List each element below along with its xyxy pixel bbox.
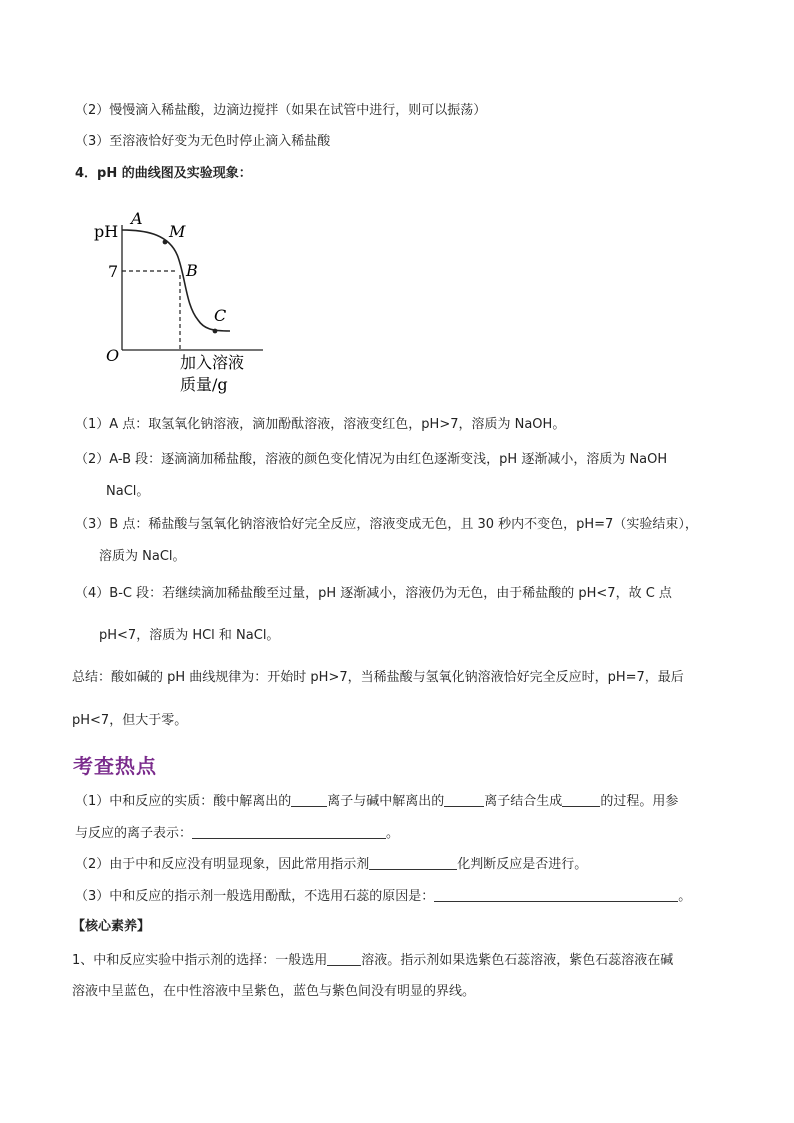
summary-line2: pH<7，但大于零。 — [72, 713, 188, 728]
q1-blank-1[interactable] — [291, 792, 327, 807]
core-item-1-line2: 溶液中呈蓝色，在中性溶液中呈紫色，蓝色与紫色间没有明显的界线。 — [72, 984, 476, 999]
point-1-text: （1）A 点：取氢氧化钠溶液，滴加酚酞溶液，溶液变红色，pH>7，溶质为 NaOH。 — [75, 417, 566, 432]
core-text-a: 1、中和反应实验中指示剂的选择：一般选用 — [72, 953, 328, 968]
q1-text-c: 离子结合生成 — [484, 794, 563, 809]
point-4-text-line1: （4）B-C 段：若继续滴加稀盐酸至过量，pH 逐渐减小，溶液仍为无色，由于稀盐酸的 pH<7，故 C 点 — [75, 586, 672, 601]
point-3-text-line2: 溶质为 NaCl。 — [99, 549, 186, 564]
core-literacy-title: 【核心素养】 — [72, 919, 151, 934]
point-M-label: M — [169, 222, 186, 241]
summary-line1: 总结：酸如碱的 pH 曲线规律为：开始时 pH>7，当稀盐酸与氢氧化钠溶液恰好完全反应时，pH=7，最后 — [72, 670, 684, 685]
q1-blank-4[interactable] — [192, 824, 386, 839]
q2-blank[interactable] — [369, 855, 457, 870]
point-M-marker — [163, 240, 168, 245]
point-A-label: A — [131, 209, 143, 228]
core-blank[interactable] — [327, 951, 361, 966]
q1-text-e: 与反应的离子表示： — [75, 826, 193, 841]
hotspot-heading: 考查热点 — [73, 754, 157, 778]
core-item-1-line1 — [72, 951, 673, 970]
q3-text-a: （3）中和反应的指示剂一般选用酚酞，不选用石蕊的原因是： — [75, 889, 435, 904]
section-4-title: 4．pH 的曲线图及实验现象： — [75, 166, 252, 181]
q1-text-f: 。 — [386, 826, 400, 841]
q3-blank[interactable] — [434, 887, 678, 902]
q2-text-a: （2）由于中和反应没有明显现象，因此常用指示剂 — [75, 857, 370, 872]
q1-blank-3[interactable] — [562, 792, 600, 807]
core-text-b: 溶液。指示剂如果选紫色石蕊溶液，紫色石蕊溶液在碱 — [361, 953, 674, 968]
q3-text-b: 。 — [678, 889, 692, 904]
x-axis-label-line1: 加入溶液 — [180, 353, 245, 372]
point-4-text-line2: pH<7，溶质为 HCl 和 NaCl。 — [99, 628, 280, 643]
point-C-marker — [213, 329, 218, 334]
question-2 — [75, 855, 587, 874]
point-2-text-line2: NaCl。 — [106, 484, 150, 499]
ph-curve-chart — [88, 205, 288, 405]
point-2-text-line1: （2）A-B 段：逐滴滴加稀盐酸，溶液的颜色变化情况为由红色逐渐变浅，pH 逐渐减小，溶质为 NaOH — [75, 452, 668, 467]
y-tick-label: 7 — [108, 262, 119, 281]
point-3-text-line1: （3）B 点：稀盐酸与氢氧化钠溶液恰好完全反应，溶液变成无色，且 30 秒内不变色，pH=7（实验结束）， — [75, 517, 698, 532]
question-3 — [75, 887, 691, 906]
point-B-label: B — [186, 261, 198, 280]
q1-text-d: 的过程。用参 — [600, 794, 679, 809]
y-axis-label: pH — [94, 222, 119, 241]
origin-label: O — [106, 346, 120, 365]
question-1-line2 — [75, 824, 399, 843]
step-3: （3）至溶液恰好变为无色时停止滴入稀盐酸 — [75, 134, 331, 149]
q1-text-b: 离子与碱中解离出的 — [327, 794, 445, 809]
point-C-label: C — [214, 306, 227, 325]
step-2: （2）慢慢滴入稀盐酸，边滴边搅拌（如果在试管中进行，则可以振荡） — [75, 103, 487, 118]
question-1-line1 — [75, 792, 678, 811]
x-axis-label-line2: 质量/g — [180, 375, 228, 394]
q1-blank-2[interactable] — [444, 792, 484, 807]
q2-text-b: 化判断反应是否进行。 — [457, 857, 588, 872]
q1-text-a: （1）中和反应的实质：酸中解离出的 — [75, 794, 292, 809]
